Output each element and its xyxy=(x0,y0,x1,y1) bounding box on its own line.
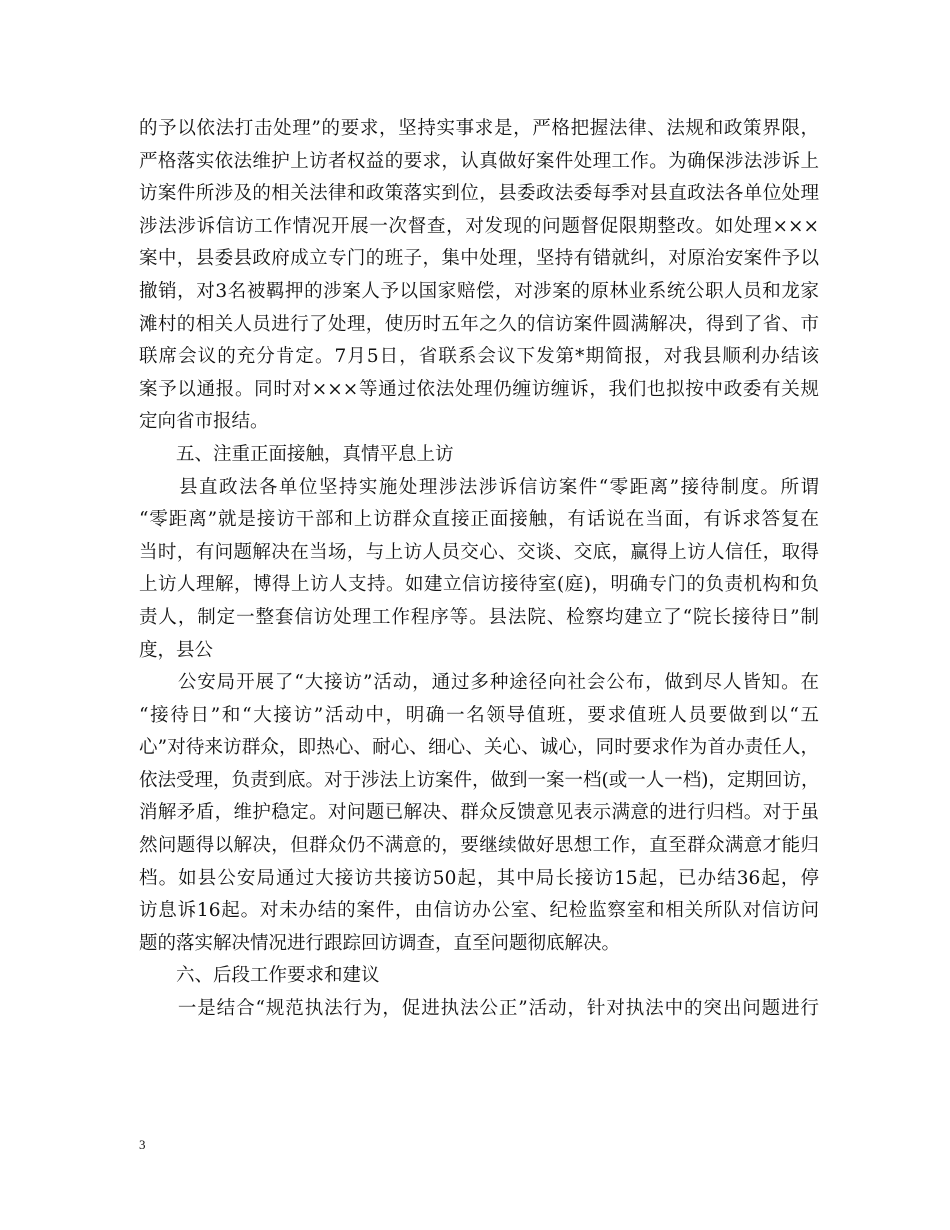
text-line: 然问题得以解决，但群众仍不满意的，要继续做好思想工作，直至群众满意才能归 xyxy=(139,835,819,857)
text-line: 公安局开展了“大接访”活动，通过多种途径向社会公布，做到尽人皆知。在 xyxy=(139,672,819,694)
text-line: 的予以依法打击处理”的要求，坚持实事求是，严格把握法律、法规和政策界限， xyxy=(139,118,819,139)
text-line: 依法受理，负责到底。对于涉法上访案件，做到一案一档(或一人一档)，定期回访， xyxy=(139,769,820,791)
text-line: 滩村的相关人员进行了处理，使历时五年之久的信访案件圆满解决，得到了省、市 xyxy=(139,313,819,335)
text-line: 案中，县委县政府成立专门的班子，集中处理，坚持有错就纠，对原治安案件予以 xyxy=(139,248,819,270)
text-line: 题的落实解决情况进行跟踪回访调查，直至问题彻底解决。 xyxy=(139,932,621,954)
text-line: 联席会议的充分肯定。7月5日，省联系会议下发第*期简报，对我县顺利办结该 xyxy=(139,346,819,368)
text-line: 涉法涉诉信访工作情况开展一次督查，对发现的问题督促限期整改。如处理××× xyxy=(139,215,819,237)
text-line: 度，县公 xyxy=(139,639,214,661)
text-line: 心”对待来访群众，即热心、耐心、细心、关心、诚心，同时要求作为首办责任人， xyxy=(139,737,819,759)
text-line: 案予以通报。同时对×××等通过依法处理仍缠访缠诉，我们也拟按中政委有关规 xyxy=(139,378,819,400)
text-line: “接待日”和“大接访”活动中，明确一名领导值班，要求值班人员要做到以“五 xyxy=(139,704,819,726)
text-line: 严格落实依法维护上访者权益的要求，认真做好案件处理工作。为确保涉法涉诉上 xyxy=(139,150,819,172)
text-line: 访息诉16起。对未办结的案件，由信访办公室、纪检监察室和相关所队对信访问 xyxy=(139,900,819,922)
text-line: 消解矛盾，维护稳定。对问题已解决、群众反馈意见表示满意的进行归档。对于虽 xyxy=(139,802,819,824)
text-line: 定向省市报结。 xyxy=(139,411,269,433)
text-line: 六、后段工作要求和建议 xyxy=(139,965,380,987)
text-line: 责人，制定一整套信访处理工作程序等。县法院、检察均建立了“院长接待日”制 xyxy=(139,606,819,628)
text-line: 档。如县公安局通过大接访共接访50起，其中局长接访15起，已办结36起，停 xyxy=(139,867,819,889)
document-body xyxy=(139,113,819,1026)
text-line: 上访人理解，博得上访人支持。如建立信访接待室(庭)，明确专门的负责机构和负 xyxy=(139,574,819,596)
text-line: 访案件所涉及的相关法律和政策落实到位，县委政法委每季对县直政法各单位处理 xyxy=(139,183,819,205)
text-line: 县直政法各单位坚持实施处理涉法涉诉信访案件“零距离”接待制度。所谓 xyxy=(139,476,819,498)
text-line: 撤销，对3名被羁押的涉案人予以国家赔偿，对涉案的原林业系统公职人员和龙家 xyxy=(139,280,819,302)
text-line: “零距离”就是接访干部和上访群众直接正面接触，有话说在当面，有诉求答复在 xyxy=(139,509,819,531)
text-line: 一是结合“规范执法行为，促进执法公正”活动，针对执法中的突出问题进行 xyxy=(139,998,819,1020)
page-number: 3 xyxy=(139,1137,146,1152)
text-line: 当时，有问题解决在当场，与上访人员交心、交谈、交底，赢得上访人信任，取得 xyxy=(139,541,819,563)
text-line: 五、注重正面接触，真情平息上访 xyxy=(139,443,454,465)
